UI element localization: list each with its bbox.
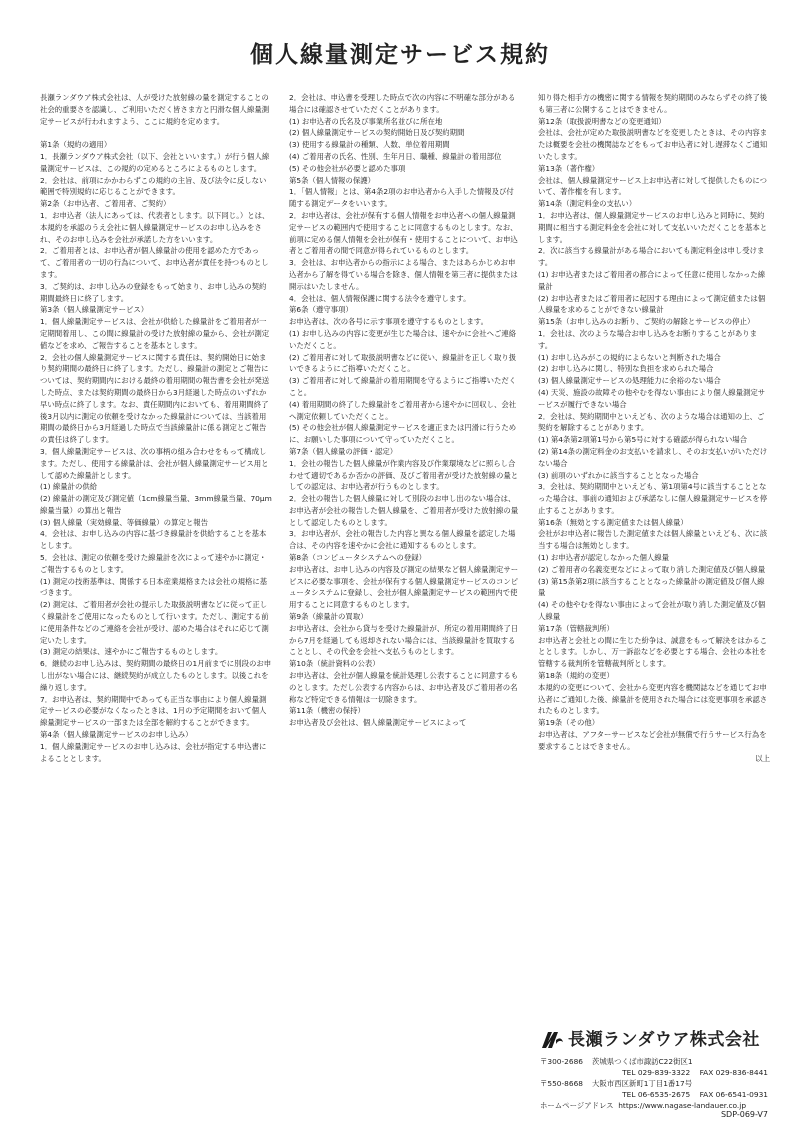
document-code: SDP-069-V7 <box>720 1110 768 1119</box>
address-tsukuba: 〒300-2686 茨城県つくば市諏訪C22街区1 <box>540 1057 693 1066</box>
address-osaka: 〒550-8668 大阪市西区新町1丁目1番17号 <box>540 1079 693 1088</box>
company-footer <box>540 1028 768 1111</box>
contact-osaka: TEL 06-6535-2675 FAX 06-6541-0931 <box>622 1090 768 1099</box>
column-3-text: 知り得た相手方の機密に関する情報を契約期間のみならずその終了後も第三者に公開することはできません。 第12条（取扱説明書などの変更通知） 会社は、会社が定めた取扱説明書などを変更したときは、その内容または概要を会社の機関誌などをもってお申込者に対し遅滞なくご通知いたします。 第13条（著作権） 会社は、個人線量測定サービス上お申込者に対して提供したものについて、著作権を有します。 第14条（測定料金の支払い） 1．お申込者は、個人線量測定サービスのお申し込みと同時に、契約期間に相当する測定料金を会社に対して支払いいただくことを基本とします。 2．次に該当する線量計がある場合においても測定料金は申し受けます。 (1) お申込者またはご着用者の都合によって任意に使用しなかった線量計 (2) お申込者またはご着用者に起因する理由によって測定値または個人線量を求めることができない線量計 第15条（お申し込みのお断り、ご契約の解除とサービスの停止） 1．会社は、次のような場合お申し込みをお断りすることがあります。 (1) お申し込みがこの規約によらないと判断された場合 (2) お申し込みに関し、特別な負担を求められた場合 (3) 個人線量測定サービスの処理能力に余裕のない場合 (4) 天災、施設の故障その他やむを得ない事由により個人線量測定サービスが履行できない場合 2．会社は、契約期間中といえども、次のような場合は通知の上、ご契約を解除することがあります。 (1) 第4条第2項第1号から第5号に対する確認が得られない場合 (2) 第14条の測定料金のお支払いを請求し、そのお支払いがいただけない場合 (3) 前項のいずれかに該当することとなった場合 3．会社は、契約期間中といえども、第1項第4号に該当することとなった場合は、事前の通知および承諾なしに個人線量測定サービスを停止することがあります。 第16条（無効とする測定値または個人線量） 会社がお申込者に報告した測定値または個人線量といえども、次に該当する場合は無効とします。 (1) お申込者が認定しなかった個人線量 (2) ご着用者の名義変更などによって取り消した測定値及び個人線量 (3) 第15条第2項に該当することとなった線量計の測定値及び個人線量 (4) その他やむを得ない事由によって会社が取り消した測定値及び個人線量 第17条（管轄裁判所） お申込者と会社との間に生じた紛争は、誠意をもって解決をはかることとします。しかし、万一訴訟などを必要とする場合、会社の本社を管轄する裁判所を管轄裁判所とします。 第18条（規約の変更） 本規約の変更について、会社から変更内容を機関誌などを通じてお申込者にご通知した後、線量計を使用された場合には変更事項を承認されたものとします。 第19条（その他） お申込者は、アフターサービスなど会社が無償で行うサービス行為を要求することはできません。 <box>538 93 768 751</box>
terms-column-2 <box>289 92 521 1032</box>
terms-body <box>40 92 770 1032</box>
homepage-link[interactable]: https://www.nagase-landauer.co.jp <box>618 1101 747 1110</box>
closing-mark: 以上 <box>755 753 770 763</box>
column-1-text: 長瀬ランダウア株式会社は、人が受けた放射線の量を測定することの社会的重要さを認識し、ご利用いただく皆さま方と円滑な個人線量測定サービスが行われますよう、ここに規約を定めます。 第1条（規約の適用） 1．長瀬ランダウア株式会社（以下、会社といいます。）が行う個人線量測定サービスは、この規約の定めるところによるものとします。 2．会社は、前項にかかわらずこの規約の主旨、及び法令に反しない範囲で特別規約に応じることができます。 第2条（お申込者、ご着用者、ご契約） 1．お申込者（法人にあっては、代表者とします。以下同じ。）とは、本規約を承認のうえ会社に個人線量測定サービスのお申し込みをされ、そのお申し込みを会社が承諾した方をいいます。 2．ご着用者とは、お申込者が個人線量計の使用を認めた方であって、ご着用者の一切の行為について、お申込者が責任を持つものとします。 3．ご契約は、お申し込みの登録をもって始まり、お申し込みの契約期間最終日に終了します。 第3条（個人線量測定サービス） 1．個人線量測定サービスは、会社が供給した線量計をご着用者が一定期間着用し、この間に線量計の受けた放射線の量から、会社が測定値などを求め、ご報告することを基本とします。 2．会社の個人線量測定サービスに関する責任は、契約開始日に始まり契約期間の最終日に終了します。ただし、線量計の測定とご報告については、契約期間内における最終の着用期間の報告書を会社が発送した時点、または契約期間の最終日から3月経過した時点のいずれか早い時点に終了します。なお、責任期間内においても、着用期間終了後3月以内に測定の依頼を受けなかった線量計については、当該着用期間の最終日から3月経過した時点で当該線量計に係る測定とご報告の責任は終了します。 3．個人線量測定サービスは、次の事柄の組み合わせをもって構成します。ただし、使用する線量計は、会社が個人線量測定サービス用として認めた線量計とします。 (1) 線量計の供給 (2) 線量計の測定及び測定値（1cm線量当量、3mm線量当量、70μm線量当量）の算出と報告 (3) 個人線量（実効線量、等価線量）の算定と報告 4．会社は、お申し込みの内容に基づき線量計を供給することを基本とします。 5．会社は、測定の依頼を受けた線量計を次によって速やかに測定・ご報告するものとします。 (1) 測定の技術基準は、関係する日本産業規格または会社の規格に基づきます。 (2) 測定は、ご着用者が会社の提示した取扱説明書などに従って正しく線量計をご使用になったものとして行います。ただし、測定する前に使用条件などのご連絡を会社が受け、認めた場合はそれに応じて測定いたします。 (3) 測定の結果は、速やかにご報告するものとします。 6．継続のお申し込みは、契約期間の最終日の1月前までに別段のお申し出がない場合には、継続契約が成立したものとします。以後これを繰り返します。 7．お申込者は、契約期間中であっても正当な事由により個人線量測定サービスの必要がなくなったときは、1月の予定期間をおいて個人線量測定サービスの一部または全部を解約することができます。 第4条（個人線量測定サービスのお申し込み） 1．個人線量測定サービスのお申し込みは、会社が指定する申込書によることとします。 <box>40 93 272 763</box>
homepage-line: ホームページアドレス https://www.nagase-landauer.co.jp <box>540 1101 747 1110</box>
contact-tsukuba: TEL 029-839-3322 FAX 029-836-8441 <box>622 1068 768 1077</box>
terms-column-1 <box>40 92 272 1032</box>
page-title: 個人線量測定サービス規約 <box>250 42 550 68</box>
column-2-text: 2．会社は、申込書を受理した時点で次の内容に不明確な部分がある場合には確認させていただくことがあります。 (1) お申込者の氏名及び事業所名並びに所在地 (2) 個人線量測定サービスの契約開始日及び契約期間 (3) 使用する線量計の種類、人数、単位着用期間 (4) ご着用者の氏名、性別、生年月日、職種、線量計の着用部位 (5) その他会社が必要と認めた事項 第5条（個人情報の保護） 1．「個人情報」とは、第4条2項のお申込者から入手した情報及び付随する測定データをいいます。 2．お申込者は、会社が保有する個人情報をお申込者への個人線量測定サービスの範囲内で使用することに同意するものとします。なお、前項に定める個人情報を会社が保有・使用することについて、お申込者とご着用者の間で同意が得られているものとします。 3．会社は、お申込者からの指示による場合、またはあらかじめお申込者から了解を得ている場合を除き、個人情報を第三者に提供または開示はいたしません。 4．会社は、個人情報保護に関する法令を遵守します。 第6条（遵守事項） お申込者は、次の各号に示す事項を遵守するものとします。 (1) お申し込みの内容に変更が生じた場合は、速やかに会社へご連絡いただくこと。 (2) ご着用者に対して取扱説明書などに従い、線量計を正しく取り扱いできるようにご指導いただくこと。 (3) ご着用者に対して線量計の着用期間を守るようにご指導いただくこと。 (4) 着用期間の終了した線量計をご着用者から速やかに回収し、会社へ測定依頼していただくこと。 (5) その他会社が個人線量測定サービスを適正または円滑に行うために、お願いした事項について守っていただくこと。 第7条（個人線量の評価・認定） 1．会社の報告した個人線量が作業内容及び作業環境などに照らし合わせて適切であるか否かの評価、及びご着用者が受けた放射線の量としての認定は、お申込者が行うものとします。 2．会社の報告した個人線量に対して別段のお申し出のない場合は、お申込者が会社の報告した個人線量を、ご着用者が受けた放射線の量として認定したものとします。 3．お申込者が、会社の報告した内容と異なる個人線量を認定した場合は、その内容を速やかに会社に通知するものとします。 第8条（コンピュータシステムへの登録） お申込者は、お申し込みの内容及び測定の結果など個人線量測定サービスに必要な事項を、会社が保有する個人線量測定サービスのコンピュータシステムに登録し、会社が個人線量測定サービスの範囲内で使用することに同意するものとします。 第9条（線量計の買取） お申込者は、会社から貸与を受けた線量計が、所定の着用期間終了日から7月を経過しても返却されない場合には、当該線量計を買取することとし、その代金を会社へ支払うものとします。 第10条（統計資料の公表） お申込者は、会社が個人線量を統計処理し公表することに同意するものとします。ただし公表する内容からは、お申込者及びご着用者の名称など特定できる情報は一切除きます。 第11条（機密の保持） お申込者及び会社は、個人線量測定サービスによって <box>289 93 519 728</box>
company-logo <box>540 1028 768 1052</box>
company-name: 長瀬ランダウア株式会社 <box>568 1029 760 1050</box>
company-logo-icon <box>540 1030 564 1050</box>
terms-column-3 <box>538 92 770 1032</box>
